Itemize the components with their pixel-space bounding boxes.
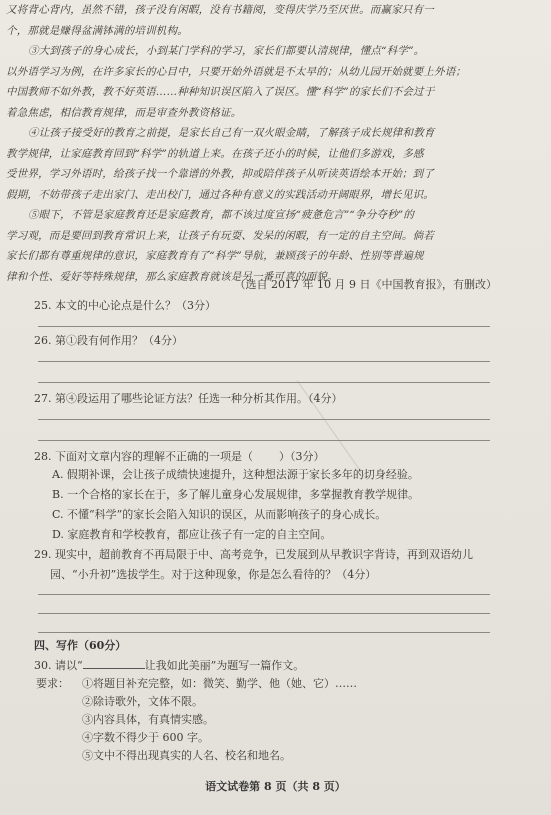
reading-passage <box>6 0 546 287</box>
question-29-line2: 园、“小升初”选拔学生。对于这种现象，你是怎么看待的？（4分） <box>50 568 377 581</box>
title-blank[interactable] <box>83 668 145 669</box>
question-29-line1: 29. 现实中，超前教育不再局限于中、高考竞争，已发展到从早教识字背诗，再到双语幼儿 <box>34 548 473 561</box>
passage-line: ④让孩子接受好的教育之前提，是家长自己有一双火眼金睛，了解孩子成长规律和教育 <box>28 127 435 139</box>
question-30 <box>34 657 304 673</box>
passage-line: 律和个性、爱好等特殊规律，那么家庭教育就该是另一番可喜的面貌。 <box>6 270 338 283</box>
requirements-label: 要求： <box>36 677 69 690</box>
answer-line[interactable] <box>38 419 490 420</box>
passage-line: 个，那就是赚得盆满钵满的培训机构。 <box>6 24 188 37</box>
option-c: C. 不懂“科学”的家长会陷入知识的误区，从而影响孩子的身心成长。 <box>52 508 387 521</box>
answer-line[interactable] <box>38 326 490 327</box>
requirement-item: ①将题目补充完整，如：微笑、勤学、他（她、它）…… <box>82 677 357 690</box>
answer-line[interactable] <box>38 632 490 633</box>
answer-line[interactable] <box>38 594 490 595</box>
question-28-points: ）（3分） <box>279 450 325 463</box>
passage-line: 着急焦虑，相信教育规律，而是审查外教资格证。 <box>6 106 242 119</box>
requirement-item: ⑤文中不得出现真实的人名、校名和地名。 <box>82 749 291 762</box>
requirement-item: ③内容具体，有真情实感。 <box>82 713 214 726</box>
passage-line: ③大到孩子的身心成长，小到某门学科的学习，家长们都要认清规律，懂点“科学”。 <box>28 45 425 57</box>
passage-line: 受世界，学习外语时，给孩子找一个靠谱的外教，抑或陪伴孩子从听读英语绘本开始；到了 <box>6 168 434 180</box>
question-30-pre: 30. 请以“ <box>34 659 83 672</box>
option-b: B. 一个合格的家长在于，多了解儿童身心发展规律，多掌握教育教学规律。 <box>52 488 420 501</box>
question-27: 27. 第④段运用了哪些论证方法？任选一种分析其作用。（4分） <box>34 392 343 405</box>
answer-line[interactable] <box>38 382 490 383</box>
answer-line[interactable] <box>38 440 490 441</box>
question-28-stem: 28. 下面对文章内容的理解不正确的一项是（ <box>34 450 253 463</box>
question-26: 26. 第①段有何作用？（4分） <box>34 334 183 347</box>
question-25: 25. 本文的中心论点是什么？（3分） <box>34 299 216 312</box>
passage-line: 家长们都有尊重规律的意识，家庭教育有了“科学”导航，兼顾孩子的年龄、性别等普遍规 <box>6 250 424 262</box>
question-28 <box>34 448 325 464</box>
passage-source: （选自 2017 年 10 月 9 日《中国教育报》，有删改） <box>234 278 497 291</box>
answer-line[interactable] <box>38 361 490 362</box>
passage-line: 假期，不妨带孩子走出家门、走出校门，通过各种有意义的实践活动开阔眼界，增长见识。 <box>6 188 434 201</box>
passage-line: 教学规律，让家庭教育回到“科学”的轨道上来。在孩子还小的时候，让他们多游戏，多感 <box>6 147 424 160</box>
requirement-item: ④字数不得少于 600 字。 <box>82 731 209 744</box>
passage-line: 中国教师不如外教，教不好英语……种种知识误区陷入了误区。懂“科学”的家长们不会过于 <box>6 86 435 98</box>
passage-line: 学习观，而是要回到教育常识上来，让孩子有玩耍、发呆的闲暇，有一定的自主空间。倘若 <box>6 229 434 242</box>
section-writing-title: 四、写作（60分） <box>34 639 127 652</box>
requirement-item: ②除诗歌外，文体不限。 <box>82 695 203 708</box>
passage-line: 又将背心背内，虽然不错，孩子没有闲暇，没有书籍阅，变得庆学乃至厌世。而赢家只有一 <box>6 4 434 16</box>
question-30-post: 让我如此美丽”为题写一篇作文。 <box>144 659 305 672</box>
option-d: D. 家庭教育和学校教育，都应让孩子有一定的自主空间。 <box>52 528 332 541</box>
option-a: A. 假期补课，会让孩子成绩快速提升，这种想法源于家长多年的切身经验。 <box>52 468 419 481</box>
page-footer: 语文试卷第 8 页（共 8 页） <box>205 780 346 793</box>
passage-line: ⑤眼下，不管是家庭教育还是家庭教育，都不该过度宣扬“疲惫危言”“争分夺秒”的 <box>28 209 415 221</box>
answer-line[interactable] <box>38 613 490 614</box>
passage-line: 以外语学习为例，在许多家长的心目中，只要开始外语就是不太早的；从幼儿园开始就要上外语； <box>6 65 467 78</box>
